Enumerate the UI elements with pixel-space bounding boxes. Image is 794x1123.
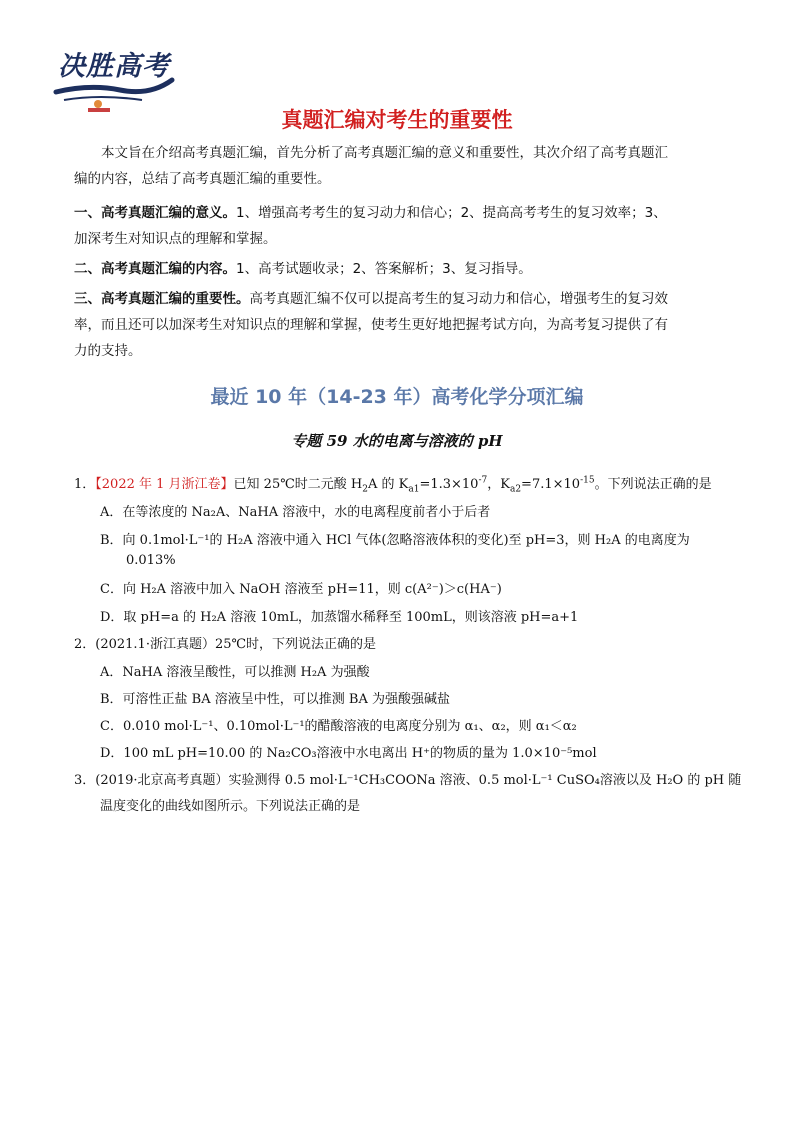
question-2-stem: 2．(2021.1·浙江真题）25℃时，下列说法正确的是 [74, 637, 377, 652]
question-source: 【2022 年 1 月浙江卷】 [95, 477, 234, 492]
collection-title: 最近 10 年（14-23 年）高考化学分项汇编 [210, 386, 584, 408]
section-importance [74, 286, 734, 364]
document-title: 真题汇编对考生的重要性 [281, 108, 513, 132]
section-meaning [74, 200, 734, 252]
topic-title: 专题 59 水的电离与溶液的 pH [291, 432, 503, 450]
option-b-cont: 0.013% [126, 553, 176, 568]
stem-part: ，K [487, 477, 510, 492]
logo [50, 40, 170, 112]
intro-paragraph [74, 140, 734, 192]
subscript: a2 [509, 484, 522, 495]
section-text: 1、高考试题收录；2、答案解析；3、复习指导。 [236, 261, 532, 277]
section-text: 1、增强高考考生的复习动力和信心；2、提高高考考生的复习效率；3、 [236, 205, 667, 221]
section-heading: 一、高考真题汇编的意义。 [74, 205, 236, 221]
subscript: a1 [408, 484, 420, 495]
superscript: -7 [478, 475, 488, 486]
question-3-stem-cont: 温度变化的曲线如图所示。下列说法正确的是 [100, 799, 361, 814]
section-text: 加深考生对知识点的理解和掌握。 [74, 231, 277, 247]
intro-line: 编的内容，总结了高考真题汇编的重要性。 [74, 171, 331, 187]
question-number: 1． [74, 477, 96, 492]
option-a: A．在等浓度的 Na₂A、NaHA 溶液中，水的电离程度前者小于后者 [100, 505, 491, 520]
question-3-stem: 3．(2019·北京高考真题）实验测得 0.5 mol·L⁻¹CH₃COONa 溶液、0.5 mol·L⁻¹ CuSO₄溶液以及 H₂O 的 pH 随 [74, 773, 742, 788]
option-b: B．可溶性正盐 BA 溶液呈中性，可以推测 BA 为强酸强碱盐 [100, 692, 450, 707]
section-heading: 二、高考真题汇编的内容。 [74, 261, 236, 277]
option-d: D．取 pH=a 的 H₂A 溶液 10mL，加蒸馏水稀释至 100mL，则该溶液 pH=a+1 [100, 610, 579, 625]
stem-part: 。下列说法正确的是 [594, 477, 712, 492]
stem-part: =1.3×10 [419, 477, 479, 492]
question-1-stem [74, 473, 712, 495]
section-text: 率，而且还可以加深考生对知识点的理解和掌握，使考生更好地把握考试方向，为高考复习提供了有 [74, 317, 668, 333]
option-c: C．向 H₂A 溶液中加入 NaOH 溶液至 pH=11，则 c(A²⁻)＞c(HA⁻) [100, 582, 502, 597]
logo-text: 决胜高考 [58, 51, 170, 82]
section-heading: 三、高考真题汇编的重要性。 [74, 291, 250, 307]
option-d: D．100 mL pH=10.00 的 Na₂CO₃溶液中水电离出 H⁺的物质的量为 1.0×10⁻⁵mol [100, 746, 597, 761]
stem-part: 已知 25℃时二元酸 H [233, 477, 363, 492]
section-text: 力的支持。 [74, 343, 142, 359]
option-a: A．NaHA 溶液呈酸性，可以推测 H₂A 为强酸 [100, 665, 370, 680]
section-text: 高考真题汇编不仅可以提高考生的复习动力和信心，增强考生的复习效 [249, 291, 668, 307]
superscript: -15 [580, 475, 595, 486]
intro-line: 本文旨在介绍高考真题汇编，首先分析了高考真题汇编的意义和重要性，其次介绍了高考真题汇 [101, 145, 668, 161]
section-content [74, 256, 734, 282]
subscript: 2 [362, 484, 368, 495]
option-b: B．向 0.1mol·L⁻¹的 H₂A 溶液中通入 HCl 气体(忽略溶液体积的变化)至 pH=3，则 H₂A 的电离度为 [100, 533, 690, 548]
option-c: C．0.010 mol·L⁻¹、0.10mol·L⁻¹的醋酸溶液的电离度分别为 α₁、α₂，则 α₁＜α₂ [100, 719, 577, 734]
stem-part: =7.1×10 [521, 477, 581, 492]
stem-part: A 的 K [367, 477, 409, 492]
